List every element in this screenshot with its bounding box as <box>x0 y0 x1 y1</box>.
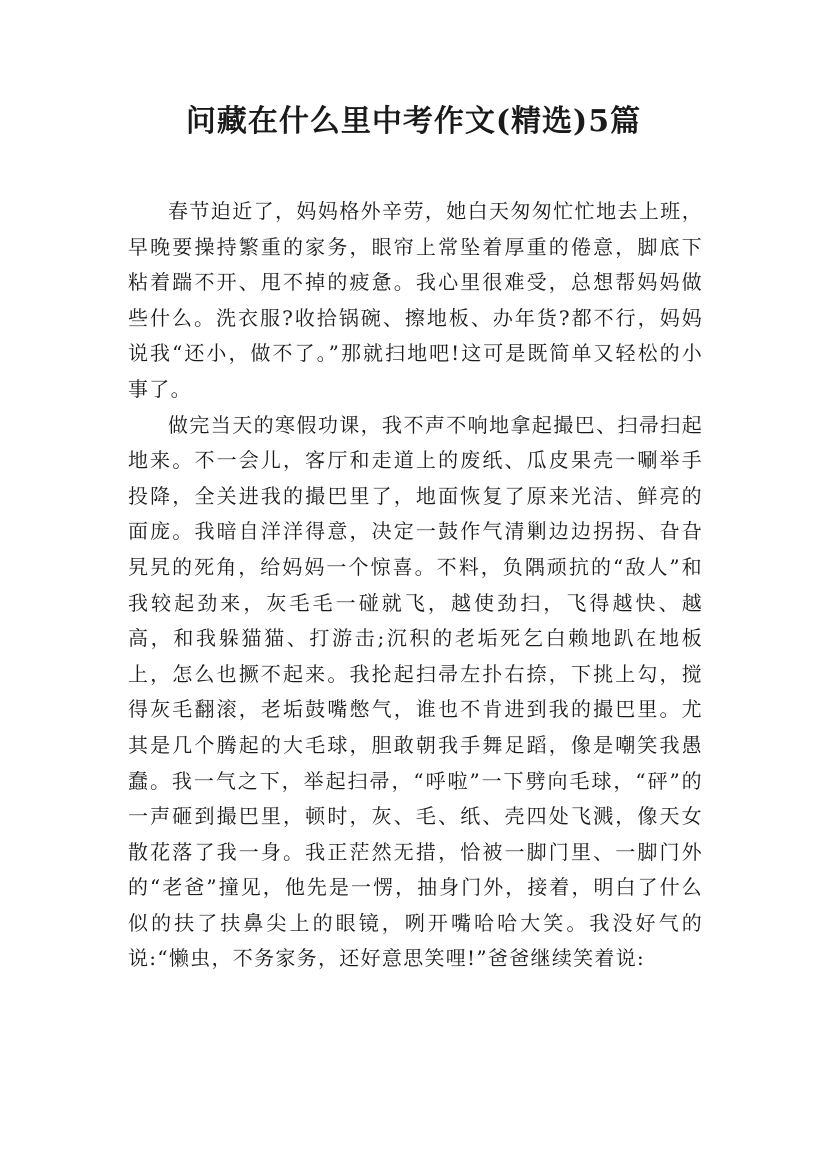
document-body <box>128 194 703 977</box>
paragraph-1: 春节迫近了，妈妈格外辛劳，她白天匆匆忙忙地去上班，早晚要操持繁重的家务，眼帘上常坠着厚重的倦意，脚底下粘着踹不开、甩不掉的疲惫。我心里很难受，总想帮妈妈做些什么。洗衣服?收拾锅碗、擦地板、办年货?都不行，妈妈说我“还小，做不了。”那就扫地吧!这可是既简单又轻松的小事了。 <box>128 199 703 401</box>
document-title: 问藏在什么里中考作文(精选)5篇 <box>185 104 642 139</box>
paragraph-2: 做完当天的寒假功课，我不声不响地拿起撮巴、扫帚扫起地来。不一会儿，客厅和走道上的废纸、瓜皮果壳一唰举手投降，全关进我的撮巴里了，地面恢复了原来光洁、鲜亮的面庞。我暗自洋洋得意，决定一鼓作气清剿边边拐拐、旮旮旯旯的死角，给妈妈一个惊喜。不料，负隅顽抗的“敌人”和我较起劲来，灰毛毛一碰就飞，越使劲扫，飞得越快、越高，和我躲猫猫、打游击;沉积的老垢死乞白赖地趴在地板上，怎么也撅不起来。我抡起扫帚左扑右捺，下挑上勾，搅得灰毛翻滚，老垢鼓嘴憋气，谁也不肯进到我的撮巴里。尤其是几个腾起的大毛球，胆敢朝我手舞足蹈，像是嘲笑我愚蠢。我一气之下，举起扫帚，“呼啦”一下劈向毛球，“砰”的一声砸到撮巴里，顿时，灰、毛、纸、壳四处飞溅，像天女散花落了我一身。我正茫然无措，恰被一脚门里、一脚门外的“老爸”撞见，他先是一愣，抽身门外，接着，明白了什么似的扶了扶鼻尖上的眼镜，咧开嘴哈哈大笑。我没好气的说:“懒虫，不务家务，还好意思笑哩!”爸爸继续笑着说: <box>128 412 703 971</box>
